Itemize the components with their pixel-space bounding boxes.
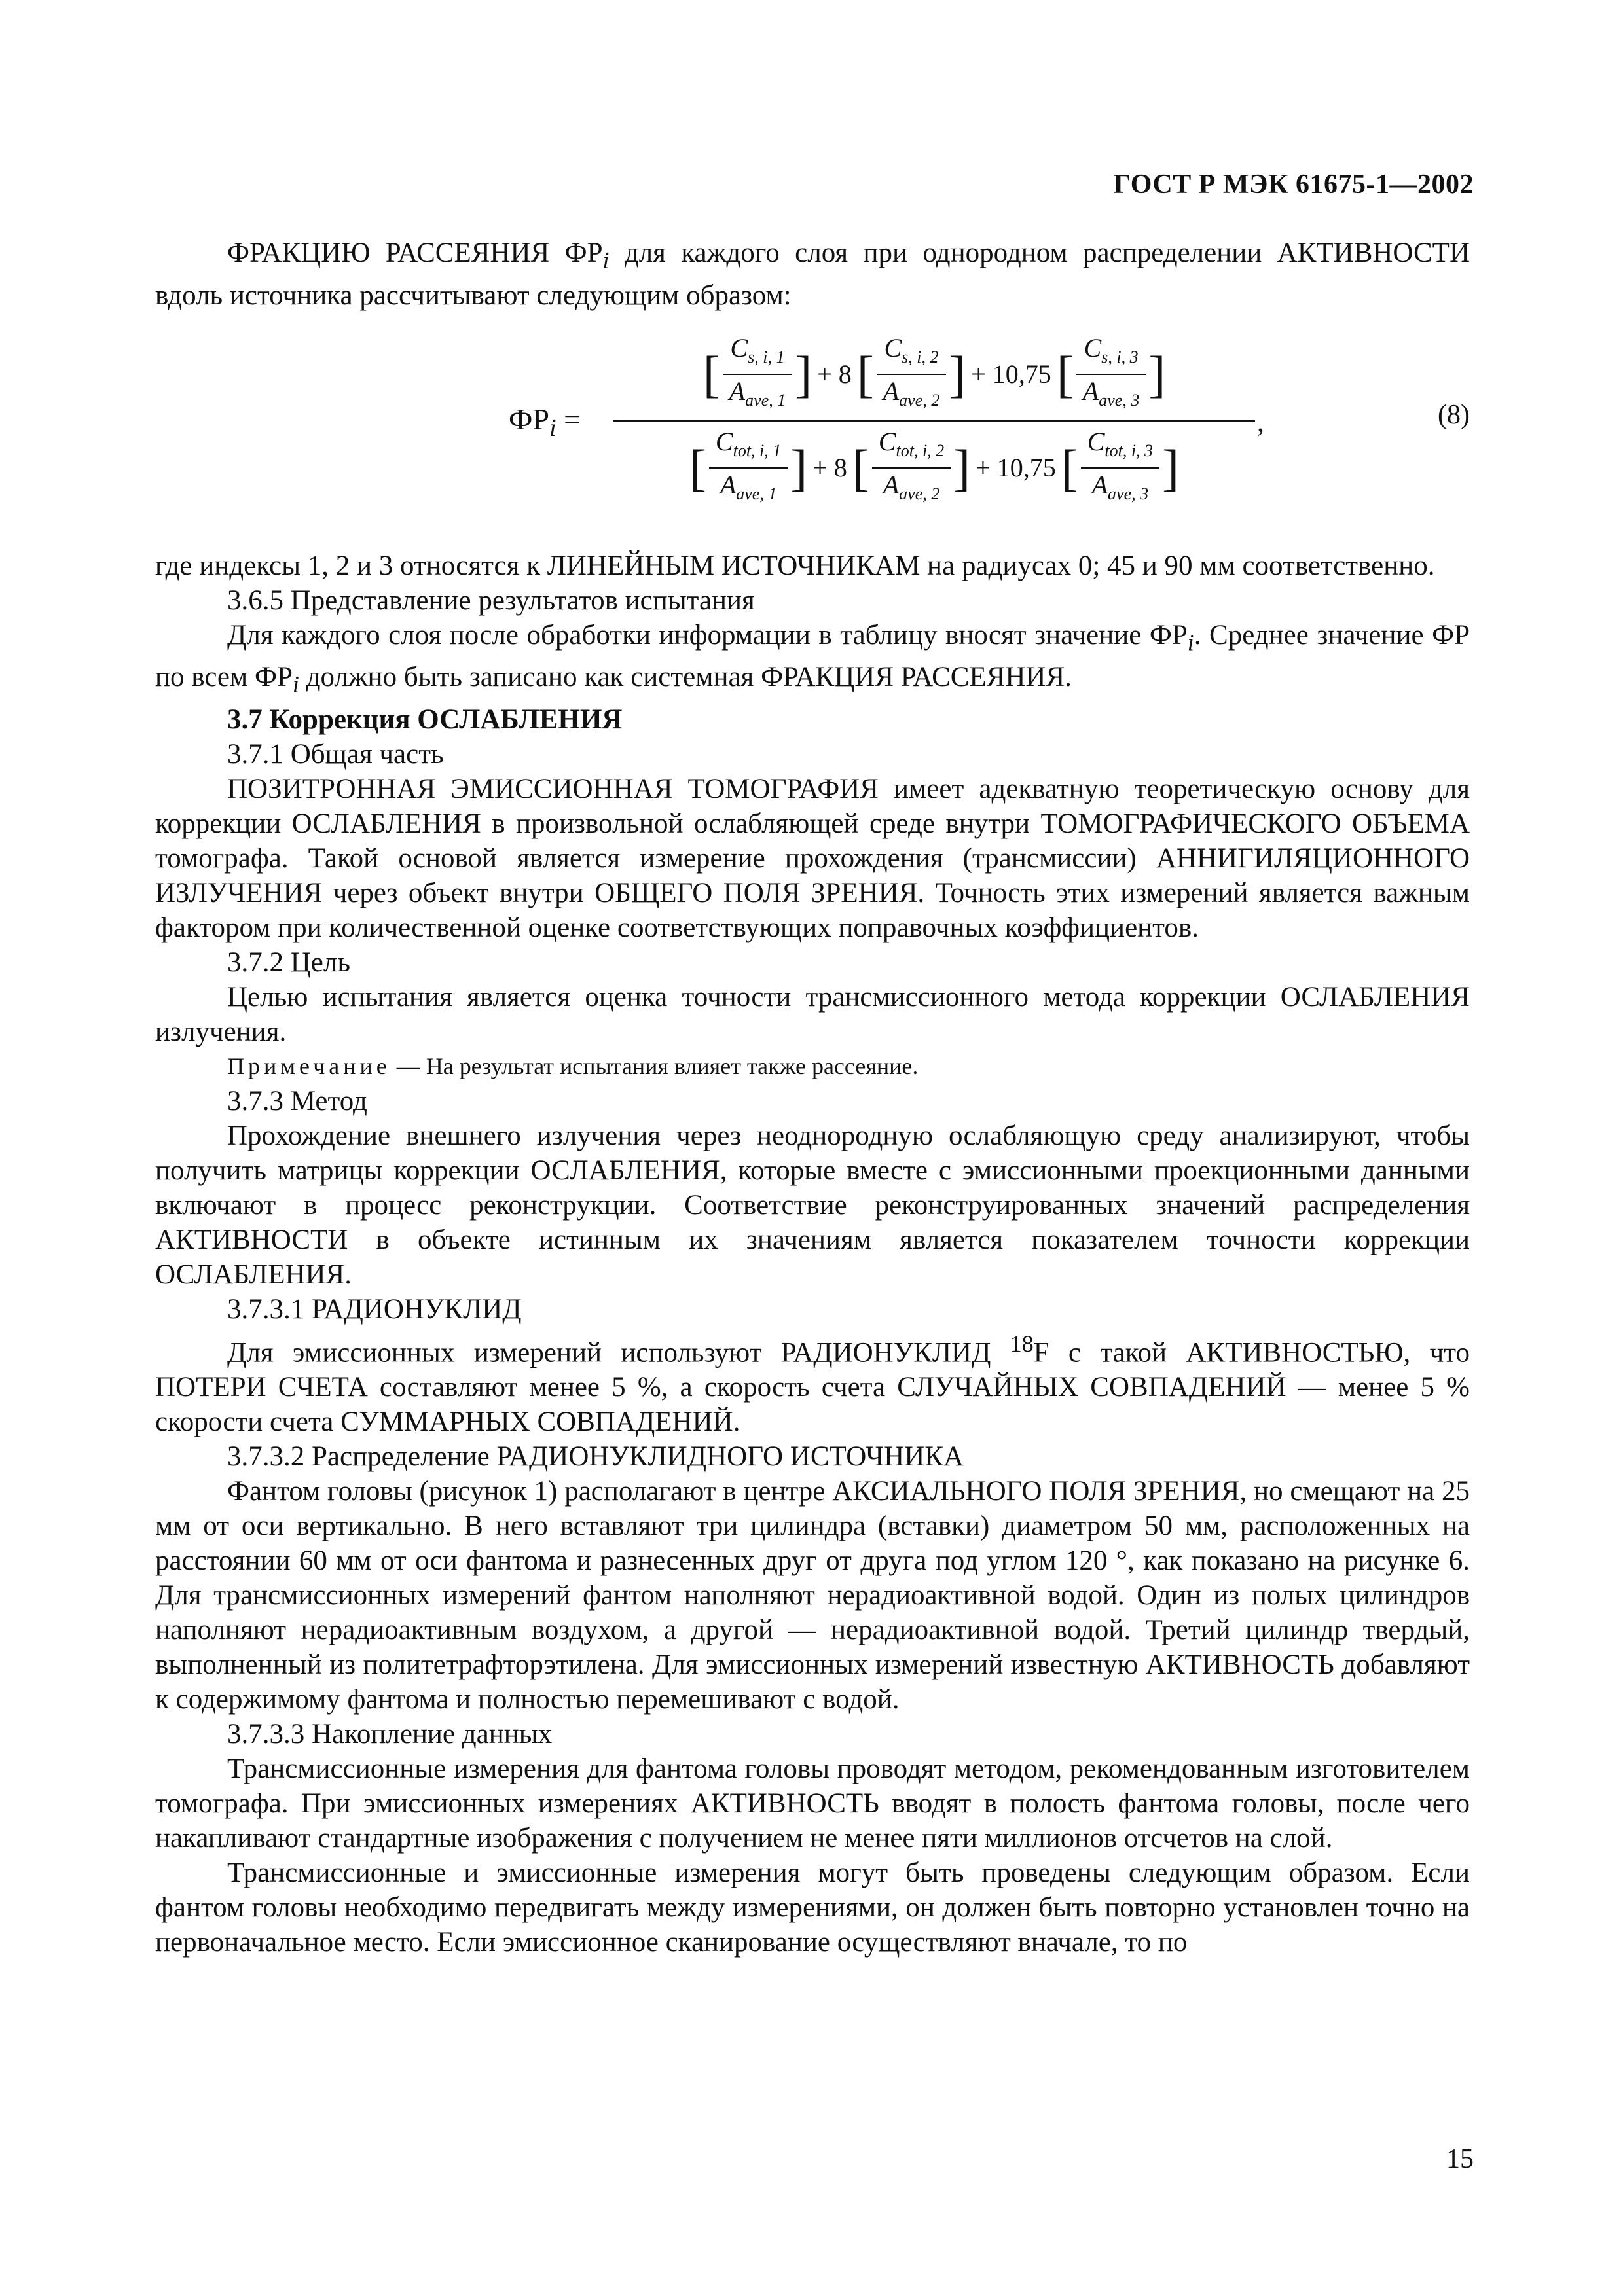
section-3-7-title: 3.7 Коррекция ОСЛАБЛЕНИЯ (227, 704, 623, 735)
note-text: — На результат испытания влияет также рассеяние. (390, 1052, 919, 1079)
section-3-6-5-title: 3.6.5 Представление результатов испытания (227, 584, 755, 616)
section-3-7-3-1-title: 3.7.3.1 РАДИОНУКЛИД (227, 1293, 522, 1325)
document-header: ГОСТ Р МЭК 61675-1—2002 (1113, 170, 1474, 200)
formula-8 (155, 332, 1470, 529)
intro-text-a: ФРАКЦИЮ РАССЕЯНИЯ ФР (227, 238, 603, 268)
section-3-7-1-text: ПОЗИТРОННАЯ ЭМИССИОННАЯ ТОМОГРАФИЯ имеет адекватную теоретическую основу для коррекции ОСЛАБЛЕНИЯ в произвольной ослабляющей среде внутри ТОМОГРАФИЧЕСКОГО ОБЪЕМА томографа. Такой основой является измерение прохождения (трансмиссии) АННИГИЛЯЦИОННОГО ИЗЛУЧЕНИЯ через объект внутри ОБЩЕГО ПОЛЯ ЗРЕНИЯ. Точность этих измерений является важным фактором при количественной оценке соответствующих поправочных коэффициентов. (155, 773, 1470, 943)
formula-lhs (509, 402, 581, 446)
formula-comma: , (1257, 405, 1264, 438)
intro-subscript: i (602, 247, 610, 274)
formula-lhs-symbol: ФР (509, 402, 549, 436)
section-3-7-3-3-text-1: Трансмиссионные измерения для фантома головы проводят методом, рекомендованным изготовителем томографа. При эмиссионных измерениях АКТИВНОСТЬ вводят в полость фантома головы, после чего накапливают стандартные изображения с получением не менее пяти миллионов отсчетов на слой. (155, 1753, 1470, 1854)
formula-equals: = (564, 402, 581, 436)
formula-coef-1075: + 10,75 (971, 359, 1051, 389)
formula-main-fraction (613, 332, 1255, 510)
section-3-7-2-text: Целью испытания является оценка точности трансмиссионного метода коррекции ОСЛАБЛЕНИЯ излучения. (155, 981, 1470, 1047)
formula-fraction-bar (613, 420, 1255, 422)
formula-coef-8: + 8 (817, 359, 852, 389)
section-3-7-2-title: 3.7.2 Цель (227, 946, 350, 978)
note-label: Примечание (227, 1052, 391, 1079)
section-3-6-5-text: Для каждого слоя после обработки информации в таблицу вносят значение $ФР_i$. Среднее значение ФР по всем $ФР_i$ должно быть записано как системная ФРАКЦИЯ РАССЕЯНИЯ. (155, 619, 1470, 698)
page-content (155, 236, 1470, 1960)
formula-denominator: [ $\frac{C_{tot, i, 1}}{A_{ave, 1}}$ ] + 8 [ $\frac{C_{tot, i, 2}}{A_{ave, 2}}$ ] + 10,75 [ $\frac{C_{tot, i, 3}}{A_{ave, 3}}$ ] (689, 426, 1180, 503)
section-3-7-3-1-text: Для эмиссионных измерений используют РАДИОНУКЛИД $^{18}$F с такой АКТИВНОСТЬЮ, что ПОТЕРИ СЧЕТА составляют менее 5 %, а скорость счета СЛУЧАЙНЫХ СОВПАДЕНИЙ — менее 5 % скорости счета СУММАРНЫХ СОВПАДЕНИЙ. (155, 1330, 1470, 1438)
section-3-7-1-title: 3.7.1 Общая часть (227, 738, 444, 770)
page-number: 15 (1446, 2144, 1474, 2174)
formula-lhs-subscript: i (549, 414, 556, 442)
section-3-7-3-title: 3.7.3 Метод (227, 1085, 367, 1117)
formula-number: (8) (1438, 399, 1470, 430)
section-3-7-3-text: Прохождение внешнего излучения через неоднородную ослабляющую среду анализируют, чтобы получить матрицы коррекции ОСЛАБЛЕНИЯ, которые вместе с эмиссионными проекционными данными включают в процесс реконструкции. Соответствие реконструированных значений распределения АКТИВНОСТИ в объекте истинным их значениям является показателем точности коррекции ОСЛАБЛЕНИЯ. (155, 1120, 1470, 1290)
intro-paragraph (155, 236, 1470, 313)
section-3-7-3-2-title: 3.7.3.2 Распределение РАДИОНУКЛИДНОГО ИСТОЧНИКА (227, 1441, 964, 1473)
section-3-7-3-3-text-2: Трансмиссионные и эмиссионные измерения могут быть проведены следующим образом. Если фантом головы необходимо передвигать между измерениями, он должен быть повторно установлен точно на первоначальное место. Если эмиссионное сканирование осуществляют вначале, то по (155, 1857, 1470, 1958)
intro-text-b: для каждого слоя при однородном распределении АКТИВНОСТИ вдоль источника рассчитывают следующим образом: (155, 238, 1470, 311)
where-paragraph: где индексы 1, 2 и 3 относятся к ЛИНЕЙНЫМ ИСТОЧНИКАМ на радиусах 0; 45 и 90 мм соответственно. (155, 550, 1435, 581)
section-3-7-3-2-text: Фантом головы (рисунок 1) располагают в центре АКСИАЛЬНОГО ПОЛЯ ЗРЕНИЯ, но смещают на 25 мм от оси вертикально. В него вставляют три цилиндра (вставки) диаметром 50 мм, расположенных на расстоянии 60 мм от оси фантома и разнесенных друг от друга под углом 120 °, как показано на рисунке 6. Для трансмиссионных измерений фантом наполняют нерадиоактивной водой. Один из полых цилиндров наполняют нерадиоактивным воздухом, а другой — нерадиоактивной водой. Третий цилиндр твердый, выполненный из политетрафторэтилена. Для эмиссионных измерений известную АКТИВНОСТЬ добавляют к содержимому фантома и полностью перемешивают с водой. (155, 1476, 1470, 1715)
formula-numerator: [ $\frac{C_{s, i, 1}}{A_{ave, 1}}$ ] + 8 [ $\frac{C_{s, i, 2}}{A_{ave, 2}}$ ] + 10,75 [ $\frac{C_{s, i, 3}}{A_{ave, 3}}$ ] (702, 332, 1166, 410)
section-3-7-3-3-title: 3.7.3.3 Накопление данных (227, 1719, 553, 1750)
note (155, 1049, 1470, 1084)
